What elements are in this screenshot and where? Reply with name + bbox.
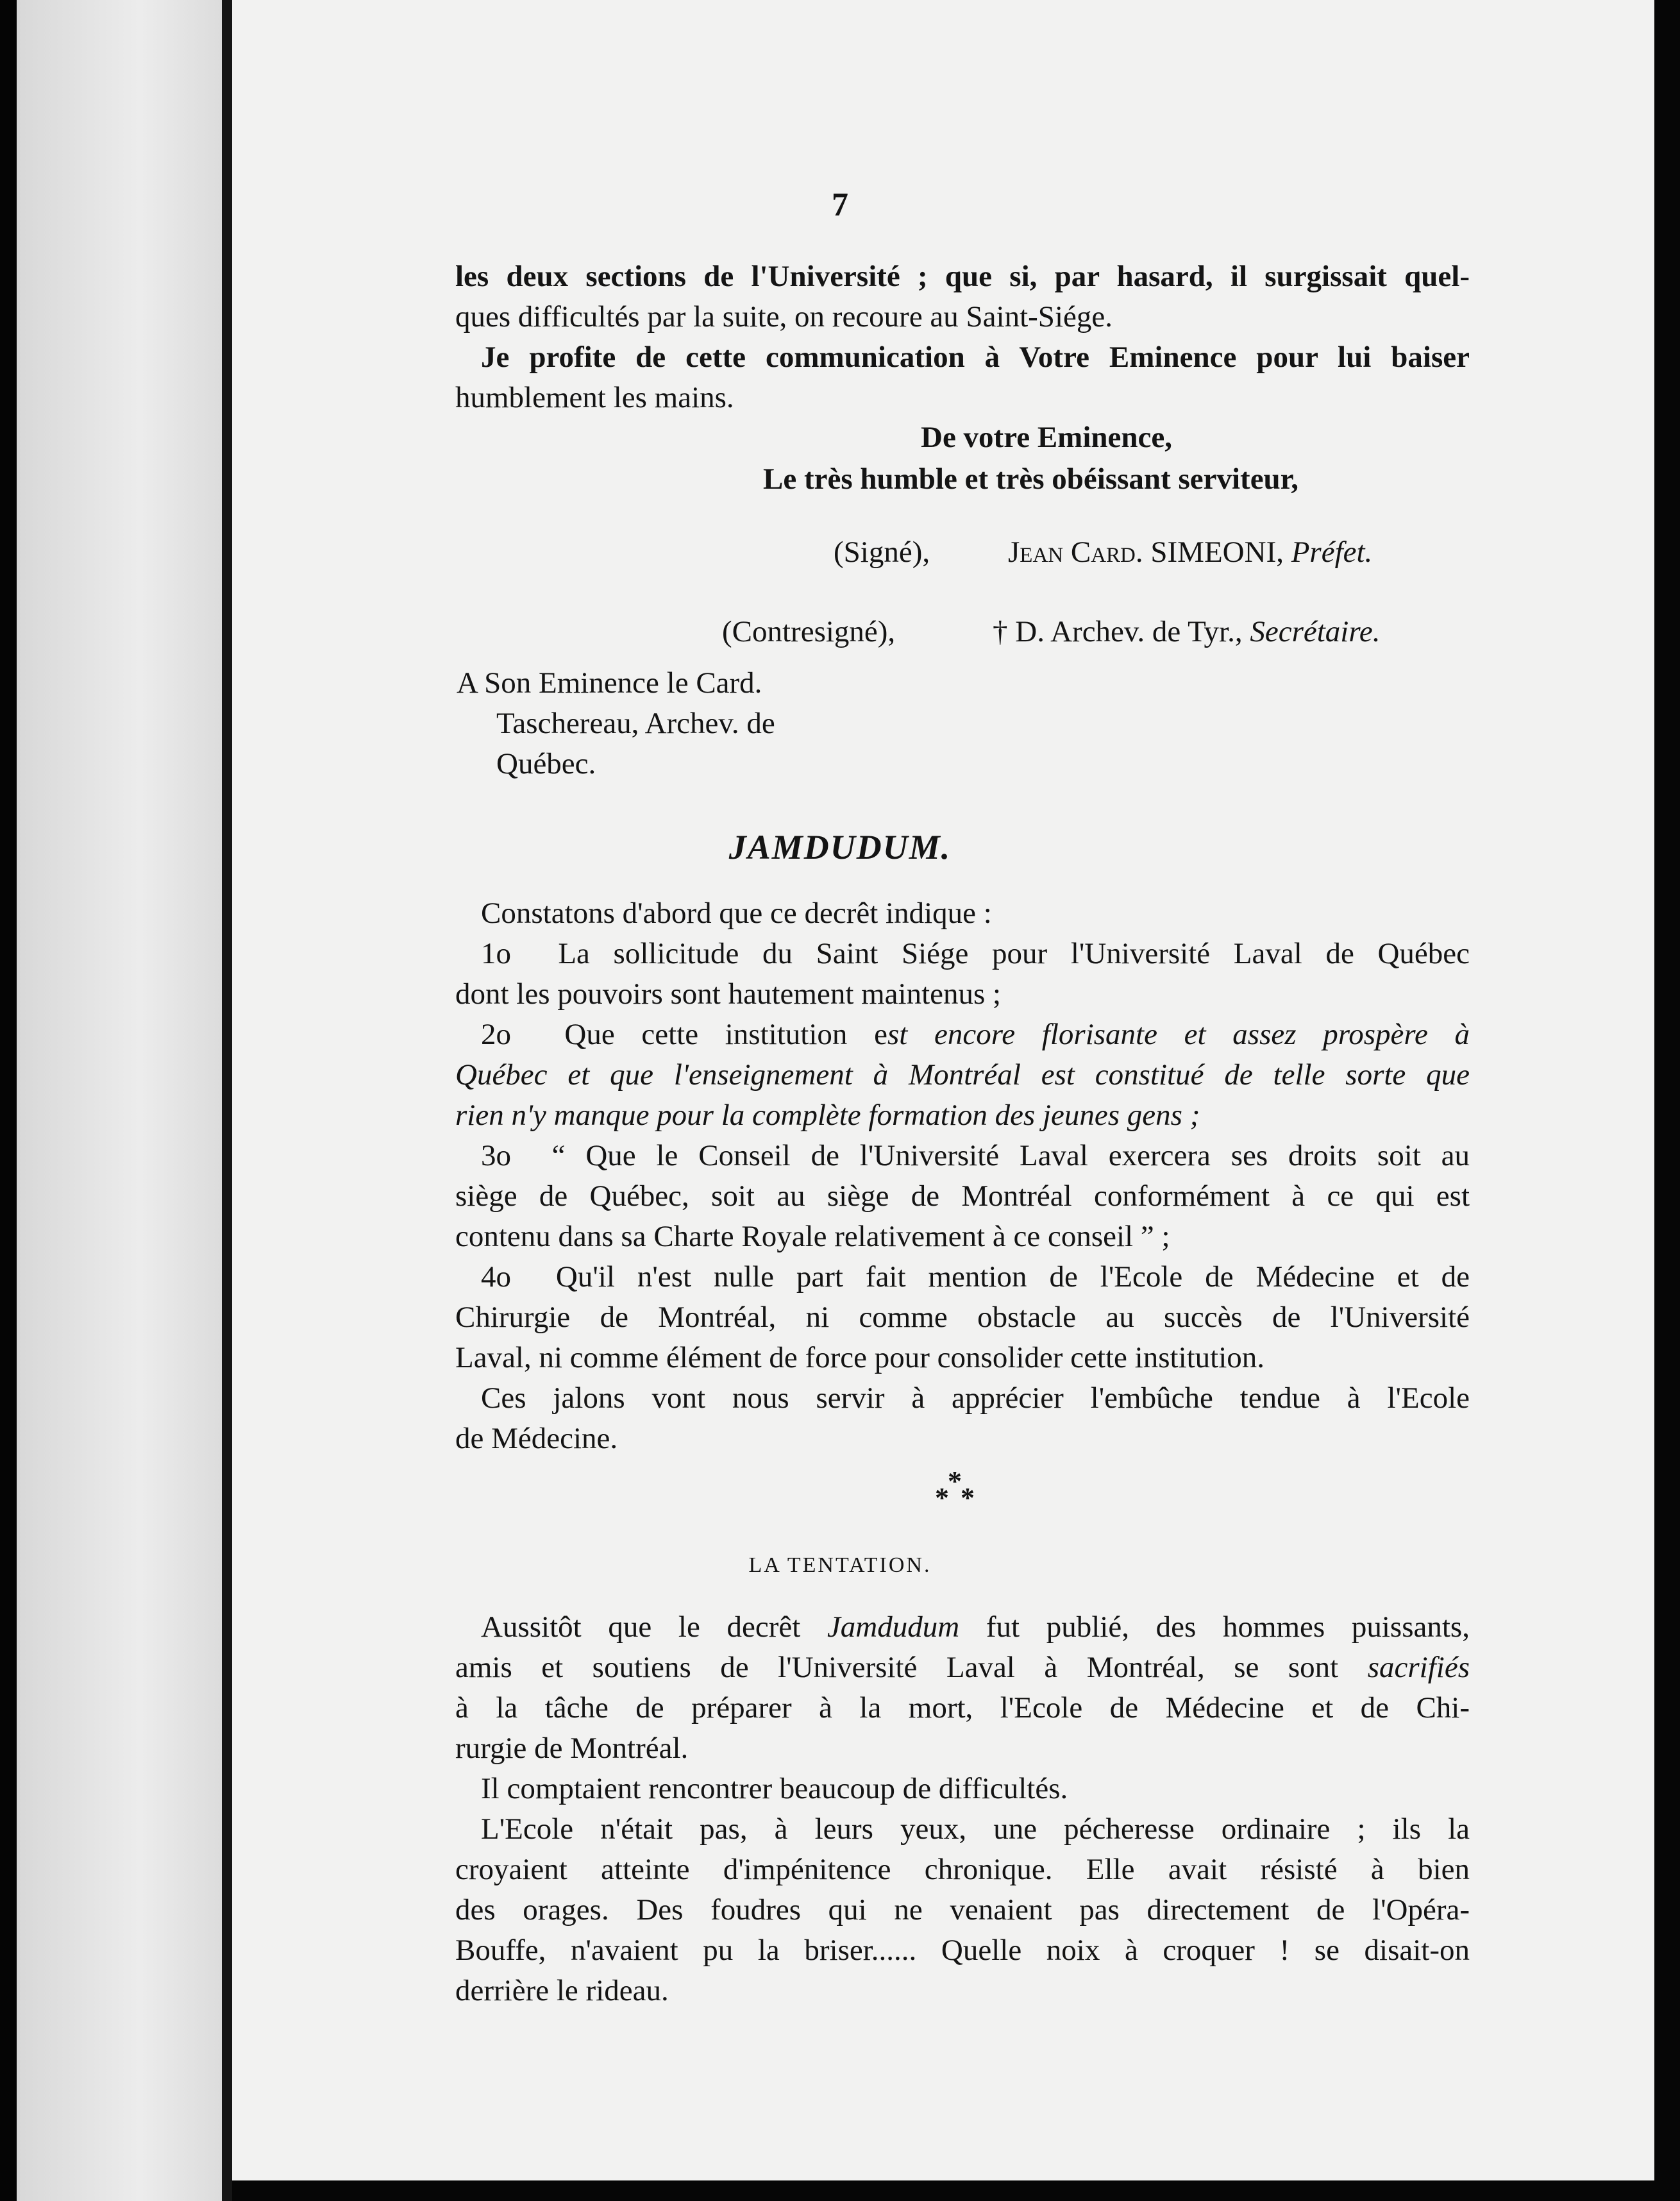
point-4-number: 4o [481, 1260, 511, 1294]
countersigner [993, 614, 1381, 649]
closing-salutation: De votre Eminence, [921, 421, 1172, 454]
opening-line-1: les deux sections de l'Université ; que si, par hasard, il surgissait quel- [455, 260, 1470, 293]
scan-border-bottom [232, 2180, 1680, 2201]
facing-page-edge [17, 0, 222, 2201]
point-4-line-3: Laval, ni comme élément de force pour consolider cette institution. [455, 1341, 1265, 1374]
tentation-section [455, 1607, 1470, 2011]
conclusion-line-1: Ces jalons vont nous servir à apprécier l'embûche tendue à l'Ecole [481, 1381, 1470, 1415]
point-2-number: 2o [481, 1018, 511, 1051]
signer [1008, 535, 1372, 569]
countersigner-name: D. Archev. de Tyr., [1015, 615, 1243, 648]
tentation-p3-line-1: L'Ecole n'était pas, à leurs yeux, une pécheresse ordinaire ; ils la [481, 1812, 1470, 1846]
point-1-number: 1o [481, 937, 511, 970]
point-1-line-2: dont les pouvoirs sont hautement maintenus ; [455, 977, 1002, 1011]
decree-title: JAMDUDUM. [728, 828, 952, 866]
opening-line-2: ques difficultés par la suite, on recoure au Saint-Siége. [455, 300, 1113, 333]
asterism [931, 1465, 982, 1514]
signer-name: SIMEONI, [1150, 535, 1284, 569]
conclusion-line-2: de Médecine. [455, 1422, 618, 1455]
tentation-p1-line-3: à la tâche de préparer à la mort, l'Ecole de Médecine et de Chi- [455, 1691, 1470, 1725]
tentation-p1-line-2: amis et soutiens de l'Université Laval à Montréal, se sont sacrifiés [455, 1651, 1470, 1684]
point-2-line-2: Québec et que l'enseignement à Montréal est constitué de telle sorte que [455, 1058, 1470, 1092]
point-3-line-1: 3o “ Que le Conseil de l'Université Laval exercera ses droits soit au [481, 1139, 1470, 1172]
tentation-p3-line-3: des orages. Des foudres qui ne venaient pas directement de l'Opéra- [455, 1893, 1470, 1927]
recipient-line-1: A Son Eminence le Card. [457, 666, 762, 700]
closing-servant-line: Le très humble et très obéissant serviteur, [763, 462, 1298, 496]
tentation-p2: Il comptaient rencontrer beaucoup de difficultés. [481, 1772, 1068, 1805]
scan-border-right [1654, 0, 1680, 2201]
recipient-line-3: Québec. [496, 747, 596, 780]
tentation-p1-line-4: rurgie de Montréal. [455, 1732, 689, 1765]
opening-paragraph [455, 257, 1470, 418]
tentation-p3-line-4: Bouffe, n'avaient pu la briser...... Quelle noix à croquer ! se disait-on [455, 1934, 1470, 1967]
recipient-line-2: Taschereau, Archev. de [496, 707, 775, 740]
point-1-line-1: 1o La sollicitude du Saint Siége pour l'Université Laval de Québec [481, 937, 1470, 970]
countersigner-title: Secrétaire. [1250, 615, 1381, 648]
scan-border-left [0, 0, 17, 2201]
point-3-line-2: siège de Québec, soit au siège de Montréal conformément à ce qui est [455, 1179, 1470, 1213]
page-number: 7 [832, 187, 848, 223]
signer-prefix: Jean Card. [1008, 535, 1143, 569]
asterism-star-top: * [948, 1465, 962, 1497]
recipient-address [457, 663, 775, 784]
closing-paragraph-line-1: Je profite de cette communication à Votre Eminence pour lui baiser [481, 341, 1470, 374]
decree-intro: Constatons d'abord que ce decrêt indique : [481, 897, 992, 930]
countersigned-label: (Contresigné), [722, 615, 896, 648]
tentation-p3-line-2: croyaient atteinte d'impénitence chronique. Elle avait résisté à bien [455, 1853, 1470, 1886]
point-4-line-1: 4o Qu'il n'est nulle part fait mention de l'Ecole de Médecine et de [481, 1260, 1470, 1294]
point-3-line-3: contenu dans sa Charte Royale relativement à ce conseil ” ; [455, 1220, 1170, 1253]
decree-analysis [455, 893, 1470, 1459]
point-4-line-2: Chirurgie de Montréal, ni comme obstacle au succès de l'Université [455, 1301, 1470, 1334]
book-spine [222, 0, 232, 2201]
point-2-line-1: 2o Que cette institution est encore florisante et assez prospère à [481, 1018, 1470, 1051]
signed-label: (Signé), [834, 535, 930, 569]
closing-paragraph-line-2: humblement les mains. [455, 381, 734, 414]
cross-mark: † [993, 615, 1008, 648]
point-2-line-3: rien n'y manque pour la complète formation des jeunes gens ; [455, 1099, 1200, 1132]
tentation-p3-line-5: derrière le rideau. [455, 1974, 669, 2007]
tentation-p1-line-1: Aussitôt que le decrêt Jamdudum fut publié, des hommes puissants, [481, 1610, 1470, 1644]
asterism-star-right: * [961, 1482, 975, 1514]
asterism-star-left: * [935, 1482, 949, 1514]
signer-title: Préfet. [1291, 535, 1373, 569]
section-title: LA TENTATION. [748, 1553, 932, 1577]
point-3-number: 3o [481, 1139, 511, 1172]
